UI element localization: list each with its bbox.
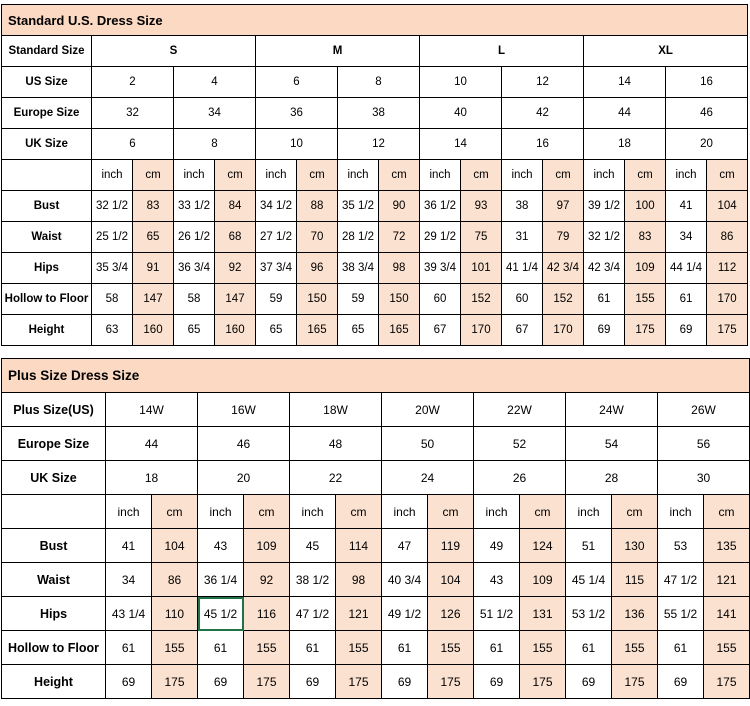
europe-size-value[interactable]: 42 (502, 98, 584, 129)
unit-cm[interactable]: cm (133, 160, 174, 191)
measure-value[interactable]: 29 1/2 (420, 222, 461, 253)
unit-inch[interactable]: inch (92, 160, 133, 191)
measure-value[interactable]: 61 (382, 631, 428, 665)
us-size-value[interactable]: 6 (256, 67, 338, 98)
measure-value[interactable]: 90 (379, 191, 420, 222)
unit-inch[interactable]: inch (382, 495, 428, 529)
uk-size-value[interactable]: 14 (420, 129, 502, 160)
unit-cm[interactable]: cm (215, 160, 256, 191)
measure-value[interactable]: 61 (290, 631, 336, 665)
measure-value[interactable]: 39 1/2 (584, 191, 625, 222)
unit-cm[interactable]: cm (336, 495, 382, 529)
measure-value[interactable]: 79 (543, 222, 584, 253)
measure-value[interactable]: 109 (244, 529, 290, 563)
size-header[interactable]: M (256, 36, 420, 67)
us-size-row (2, 67, 748, 98)
measure-value[interactable]: 147 (133, 284, 174, 315)
measure-label[interactable]: Bust (2, 529, 106, 563)
us-size-value[interactable]: 2 (92, 67, 174, 98)
uk-size-row (2, 461, 750, 495)
measure-value[interactable]: 43 (198, 529, 244, 563)
measure-value[interactable]: 175 (704, 665, 750, 699)
measure-value[interactable]: 51 1/2 (474, 597, 520, 631)
measure-value[interactable]: 61 (566, 631, 612, 665)
measure-value[interactable]: 69 (106, 665, 152, 699)
measure-label[interactable]: Hips (2, 597, 106, 631)
measure-value[interactable]: 38 1/2 (290, 563, 336, 597)
measure-value[interactable]: 175 (520, 665, 566, 699)
unit-cm[interactable]: cm (428, 495, 474, 529)
measure-value[interactable]: 69 (566, 665, 612, 699)
europe-size-value[interactable]: 44 (584, 98, 666, 129)
title-row (2, 5, 748, 36)
measure-value[interactable]: 126 (428, 597, 474, 631)
measure-value[interactable]: 35 3/4 (92, 253, 133, 284)
measure-value[interactable]: 93 (461, 191, 502, 222)
measure-value[interactable]: 104 (707, 191, 748, 222)
measure-value[interactable]: 155 (520, 631, 566, 665)
measure-value[interactable]: 36 1/4 (198, 563, 244, 597)
size-label[interactable]: Standard Size (2, 36, 92, 67)
unit-inch[interactable]: inch (174, 160, 215, 191)
uk-size-value[interactable]: 8 (174, 129, 256, 160)
measure-value[interactable]: 84 (215, 191, 256, 222)
measure-value[interactable]: 58 (92, 284, 133, 315)
measure-value[interactable]: 72 (379, 222, 420, 253)
measure-value[interactable]: 42 3/4 (584, 253, 625, 284)
measure-value[interactable]: 41 1/4 (502, 253, 543, 284)
measure-value[interactable]: 69 (290, 665, 336, 699)
measure-row (2, 284, 748, 315)
measure-value[interactable]: 152 (461, 284, 502, 315)
uk-size-value[interactable]: 22 (290, 461, 382, 495)
measure-value[interactable]: 136 (612, 597, 658, 631)
unit-corner[interactable] (2, 160, 92, 191)
measure-value[interactable]: 115 (612, 563, 658, 597)
measure-value[interactable]: 41 (106, 529, 152, 563)
uk-size-value[interactable]: 16 (502, 129, 584, 160)
measure-value[interactable]: 69 (382, 665, 428, 699)
europe-size-value[interactable]: 46 (666, 98, 748, 129)
measure-row (2, 315, 748, 346)
measure-row (2, 222, 748, 253)
unit-cm[interactable]: cm (244, 495, 290, 529)
measure-value[interactable]: 75 (461, 222, 502, 253)
unit-inch[interactable]: inch (420, 160, 461, 191)
uk-size-value[interactable]: 20 (666, 129, 748, 160)
measure-value[interactable]: 61 (584, 284, 625, 315)
europe-size-value[interactable]: 54 (566, 427, 658, 461)
measure-value[interactable]: 49 1/2 (382, 597, 428, 631)
measure-value[interactable]: 36 3/4 (174, 253, 215, 284)
measure-value[interactable]: 65 (174, 315, 215, 346)
measure-value[interactable]: 69 (584, 315, 625, 346)
measure-value[interactable]: 121 (704, 563, 750, 597)
measure-value[interactable]: 65 (133, 222, 174, 253)
europe-size-row (2, 427, 750, 461)
measure-label[interactable]: Waist (2, 563, 106, 597)
measure-value[interactable]: 40 3/4 (382, 563, 428, 597)
measure-value[interactable]: 58 (174, 284, 215, 315)
measure-value[interactable]: 53 1/2 (566, 597, 612, 631)
europe-size-value[interactable]: 52 (474, 427, 566, 461)
europe-size-value[interactable]: 56 (658, 427, 750, 461)
measure-value[interactable]: 124 (520, 529, 566, 563)
uk-size-value[interactable]: 20 (198, 461, 290, 495)
measure-value[interactable]: 26 1/2 (174, 222, 215, 253)
unit-inch[interactable]: inch (106, 495, 152, 529)
unit-cm[interactable]: cm (625, 160, 666, 191)
measure-value[interactable]: 69 (474, 665, 520, 699)
measure-value[interactable]: 65 (338, 315, 379, 346)
measure-row (2, 563, 750, 597)
measure-value[interactable]: 60 (420, 284, 461, 315)
measure-value[interactable]: 69 (658, 665, 704, 699)
unit-cm[interactable]: cm (707, 160, 748, 191)
unit-cm[interactable]: cm (379, 160, 420, 191)
size-header[interactable]: 20W (382, 393, 474, 427)
europe-size-value[interactable]: 48 (290, 427, 382, 461)
measure-value[interactable]: 61 (474, 631, 520, 665)
measure-value[interactable]: 32 1/2 (92, 191, 133, 222)
measure-value[interactable]: 175 (244, 665, 290, 699)
measure-value[interactable]: 165 (297, 315, 338, 346)
measure-value[interactable]: 130 (612, 529, 658, 563)
measure-value[interactable]: 59 (338, 284, 379, 315)
us-size-value[interactable]: 8 (338, 67, 420, 98)
europe-size-value[interactable]: 32 (92, 98, 174, 129)
measure-value[interactable]: 86 (152, 563, 198, 597)
measure-value[interactable]: 33 1/2 (174, 191, 215, 222)
measure-value[interactable]: 175 (428, 665, 474, 699)
unit-inch[interactable]: inch (658, 495, 704, 529)
measure-value[interactable]: 70 (297, 222, 338, 253)
measure-value[interactable]: 41 (666, 191, 707, 222)
measure-value[interactable]: 35 1/2 (338, 191, 379, 222)
unit-cm[interactable]: cm (704, 495, 750, 529)
measure-value[interactable]: 67 (420, 315, 461, 346)
europe-size-value[interactable]: 38 (338, 98, 420, 129)
measure-value[interactable]: 28 1/2 (338, 222, 379, 253)
unit-inch[interactable]: inch (566, 495, 612, 529)
uk-size-value[interactable]: 18 (584, 129, 666, 160)
size-header[interactable]: XL (584, 36, 748, 67)
measure-value[interactable]: 83 (133, 191, 174, 222)
measure-value[interactable]: 175 (336, 665, 382, 699)
measure-value[interactable]: 45 (290, 529, 336, 563)
size-row (2, 393, 750, 427)
size-header[interactable]: 22W (474, 393, 566, 427)
unit-inch[interactable]: inch (666, 160, 707, 191)
measure-value[interactable]: 175 (625, 315, 666, 346)
unit-cm[interactable]: cm (612, 495, 658, 529)
size-header[interactable]: 26W (658, 393, 750, 427)
measure-value[interactable]: 61 (106, 631, 152, 665)
measure-value[interactable]: 160 (215, 315, 256, 346)
measure-value[interactable]: 34 (666, 222, 707, 253)
measure-value[interactable]: 110 (152, 597, 198, 631)
measure-value[interactable]: 45 1/4 (566, 563, 612, 597)
measure-value[interactable]: 53 (658, 529, 704, 563)
measure-value[interactable]: 155 (428, 631, 474, 665)
uk-size-value[interactable]: 26 (474, 461, 566, 495)
measure-row (2, 597, 750, 631)
measure-value[interactable]: 175 (707, 315, 748, 346)
measure-value[interactable]: 175 (612, 665, 658, 699)
measure-value[interactable]: 155 (336, 631, 382, 665)
unit-inch[interactable]: inch (256, 160, 297, 191)
us-size-value[interactable]: 12 (502, 67, 584, 98)
measure-value[interactable]: 109 (625, 253, 666, 284)
measure-value[interactable]: 61 (666, 284, 707, 315)
uk-size-value[interactable]: 6 (92, 129, 174, 160)
measure-value[interactable]: 104 (428, 563, 474, 597)
measure-value[interactable]: 37 3/4 (256, 253, 297, 284)
measure-value[interactable]: 112 (707, 253, 748, 284)
measure-value[interactable]: 150 (379, 284, 420, 315)
us-size-value[interactable]: 14 (584, 67, 666, 98)
measure-value[interactable]: 61 (658, 631, 704, 665)
title-row (2, 359, 750, 393)
europe-size-row (2, 98, 748, 129)
measure-value[interactable]: 43 1/4 (106, 597, 152, 631)
measure-value[interactable]: 155 (152, 631, 198, 665)
size-header[interactable]: L (420, 36, 584, 67)
measure-value[interactable]: 97 (543, 191, 584, 222)
measure-value[interactable]: 69 (666, 315, 707, 346)
uk-size-label[interactable]: UK Size (2, 461, 106, 495)
us-size-label[interactable]: US Size (2, 67, 92, 98)
measure-value[interactable]: 121 (336, 597, 382, 631)
europe-size-value[interactable]: 34 (174, 98, 256, 129)
measure-label[interactable]: Hips (2, 253, 92, 284)
measure-value[interactable]: 65 (256, 315, 297, 346)
measure-value[interactable]: 44 1/4 (666, 253, 707, 284)
measure-value[interactable]: 69 (198, 665, 244, 699)
size-header[interactable]: 18W (290, 393, 382, 427)
europe-size-value[interactable]: 50 (382, 427, 474, 461)
measure-value[interactable]: 114 (336, 529, 382, 563)
europe-size-value[interactable]: 36 (256, 98, 338, 129)
measure-value[interactable]: 68 (215, 222, 256, 253)
measure-value[interactable]: 160 (133, 315, 174, 346)
uk-size-value[interactable]: 18 (106, 461, 198, 495)
measure-value[interactable]: 119 (428, 529, 474, 563)
measure-value[interactable]: 131 (520, 597, 566, 631)
unit-inch[interactable]: inch (198, 495, 244, 529)
measure-value[interactable]: 135 (704, 529, 750, 563)
measure-value[interactable]: 34 (106, 563, 152, 597)
measure-value[interactable]: 36 1/2 (420, 191, 461, 222)
measure-value[interactable]: 141 (704, 597, 750, 631)
measure-value[interactable]: 155 (704, 631, 750, 665)
measure-value[interactable]: 47 1/2 (290, 597, 336, 631)
measure-value[interactable]: 32 1/2 (584, 222, 625, 253)
measure-value[interactable]: 38 (502, 191, 543, 222)
measure-value[interactable]: 60 (502, 284, 543, 315)
europe-size-label[interactable]: Europe Size (2, 427, 106, 461)
measure-value[interactable]: 55 1/2 (658, 597, 704, 631)
measure-value[interactable]: 152 (543, 284, 584, 315)
measure-value[interactable]: 25 1/2 (92, 222, 133, 253)
measure-value[interactable]: 91 (133, 253, 174, 284)
measure-value[interactable]: 86 (707, 222, 748, 253)
measure-value[interactable]: 27 1/2 (256, 222, 297, 253)
europe-size-value[interactable]: 44 (106, 427, 198, 461)
measure-value[interactable]: 34 1/2 (256, 191, 297, 222)
us-size-value[interactable]: 10 (420, 67, 502, 98)
measure-value[interactable]: 31 (502, 222, 543, 253)
unit-row (2, 160, 748, 191)
measure-value[interactable]: 155 (625, 284, 666, 315)
measure-value[interactable]: 165 (379, 315, 420, 346)
measure-value[interactable]: 155 (612, 631, 658, 665)
size-header[interactable]: 16W (198, 393, 290, 427)
uk-size-value[interactable]: 10 (256, 129, 338, 160)
measure-row (2, 529, 750, 563)
measure-value[interactable]: 43 (474, 563, 520, 597)
measure-value[interactable]: 116 (244, 597, 290, 631)
size-header[interactable]: 24W (566, 393, 658, 427)
us-size-value[interactable]: 4 (174, 67, 256, 98)
standard-size-table (1, 4, 748, 346)
measure-value[interactable]: 98 (379, 253, 420, 284)
uk-size-label[interactable]: UK Size (2, 129, 92, 160)
measure-value[interactable]: 42 3/4 (543, 253, 584, 284)
measure-value[interactable]: 83 (625, 222, 666, 253)
size-header[interactable]: 14W (106, 393, 198, 427)
unit-inch[interactable]: inch (338, 160, 379, 191)
measure-value[interactable]: 49 (474, 529, 520, 563)
measure-value[interactable]: 109 (520, 563, 566, 597)
plus-size-table (1, 358, 750, 699)
measure-label[interactable]: Waist (2, 222, 92, 253)
unit-cm[interactable]: cm (461, 160, 502, 191)
measure-value[interactable]: 170 (461, 315, 502, 346)
uk-size-value[interactable]: 30 (658, 461, 750, 495)
measure-value[interactable]: 98 (336, 563, 382, 597)
size-header[interactable]: S (92, 36, 256, 67)
measure-value[interactable]: 175 (152, 665, 198, 699)
uk-size-row (2, 129, 748, 160)
measure-value[interactable]: 59 (256, 284, 297, 315)
measure-row (2, 631, 750, 665)
unit-inch[interactable]: inch (290, 495, 336, 529)
measure-value[interactable]: 63 (92, 315, 133, 346)
measure-value[interactable]: 67 (502, 315, 543, 346)
unit-row (2, 495, 750, 529)
measure-row (2, 191, 748, 222)
measure-value[interactable]: 150 (297, 284, 338, 315)
table-title[interactable]: Standard U.S. Dress Size (2, 5, 748, 36)
us-size-value[interactable]: 16 (666, 67, 748, 98)
unit-cm[interactable]: cm (543, 160, 584, 191)
measure-label[interactable]: Height (2, 665, 106, 699)
measure-value[interactable]: 170 (543, 315, 584, 346)
unit-cm[interactable]: cm (297, 160, 338, 191)
uk-size-value[interactable]: 24 (382, 461, 474, 495)
measure-value[interactable]: 39 3/4 (420, 253, 461, 284)
europe-size-value[interactable]: 40 (420, 98, 502, 129)
measure-value[interactable]: 47 1/2 (658, 563, 704, 597)
unit-inch[interactable]: inch (502, 160, 543, 191)
uk-size-value[interactable]: 12 (338, 129, 420, 160)
measure-value[interactable]: 45 1/2 (198, 597, 244, 631)
measure-value[interactable]: 47 (382, 529, 428, 563)
europe-size-label[interactable]: Europe Size (2, 98, 92, 129)
table-title[interactable]: Plus Size Dress Size (2, 359, 750, 393)
unit-cm[interactable]: cm (520, 495, 566, 529)
size-row (2, 36, 748, 67)
measure-value[interactable]: 51 (566, 529, 612, 563)
measure-value[interactable]: 155 (244, 631, 290, 665)
measure-value[interactable]: 170 (707, 284, 748, 315)
size-label[interactable]: Plus Size(US) (2, 393, 106, 427)
europe-size-value[interactable]: 46 (198, 427, 290, 461)
measure-value[interactable]: 147 (215, 284, 256, 315)
unit-corner[interactable] (2, 495, 106, 529)
measure-value[interactable]: 96 (297, 253, 338, 284)
measure-label[interactable]: Bust (2, 191, 92, 222)
measure-value[interactable]: 88 (297, 191, 338, 222)
measure-value[interactable]: 38 3/4 (338, 253, 379, 284)
measure-label[interactable]: Hollow to Floor (2, 284, 92, 315)
measure-value[interactable]: 100 (625, 191, 666, 222)
unit-inch[interactable]: inch (474, 495, 520, 529)
unit-inch[interactable]: inch (584, 160, 625, 191)
uk-size-value[interactable]: 28 (566, 461, 658, 495)
measure-label[interactable]: Hollow to Floor (2, 631, 106, 665)
measure-value[interactable]: 92 (244, 563, 290, 597)
measure-value[interactable]: 61 (198, 631, 244, 665)
measure-value[interactable]: 104 (152, 529, 198, 563)
measure-value[interactable]: 92 (215, 253, 256, 284)
unit-cm[interactable]: cm (152, 495, 198, 529)
measure-row (2, 665, 750, 699)
measure-row (2, 253, 748, 284)
measure-label[interactable]: Height (2, 315, 92, 346)
measure-value[interactable]: 101 (461, 253, 502, 284)
